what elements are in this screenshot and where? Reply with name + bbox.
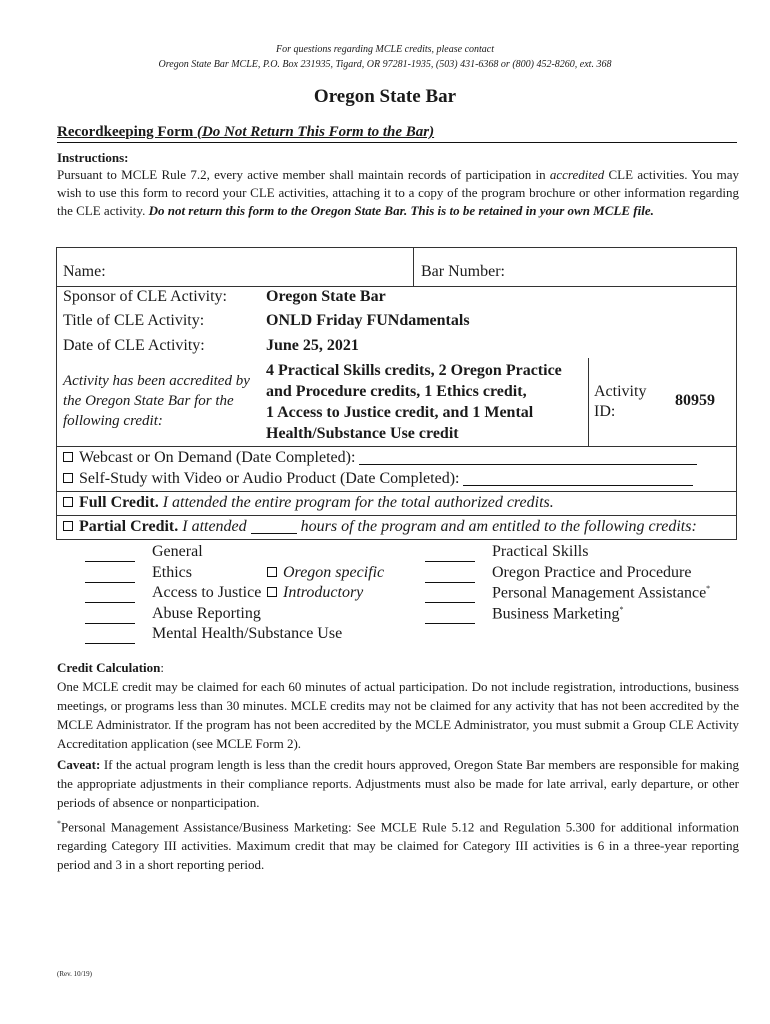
- selfstudy-label: Self-Study with Video or Audio Product (Date Completed):: [79, 470, 460, 487]
- credits-line-2: and Procedure credits, 1 Ethics credit,: [266, 383, 527, 400]
- partial-credit-text-a: I attended: [182, 518, 247, 535]
- oregon-practice-blank[interactable]: [425, 581, 475, 583]
- sponsor-label: Sponsor of CLE Activity:: [63, 288, 227, 305]
- selfstudy-checkbox[interactable]: [63, 473, 73, 483]
- credit-calculation: [57, 658, 739, 753]
- sponsor-value: Oregon State Bar: [266, 288, 386, 305]
- full-credit-label: Full Credit.: [79, 494, 159, 511]
- credit-calc-colon: :: [160, 660, 165, 675]
- oregon-specific-row: [267, 564, 384, 582]
- revision-date: (Rev. 10/19): [57, 970, 92, 978]
- asterisk-mark: *: [619, 605, 624, 614]
- access-justice-blank[interactable]: [85, 601, 135, 603]
- webcast-checkbox[interactable]: [63, 452, 73, 462]
- instructions-heading: Instructions:: [57, 150, 129, 165]
- credits-row-divider: [56, 446, 737, 447]
- credit-business-marketing-label: Business Marketing: [492, 605, 620, 623]
- instructions-part-b: accredited: [549, 167, 605, 182]
- instructions-part-c: CLE activities. You may wish to use this form to record your CLE activities, attaching it to a copy of the program brochure or other information regarding the CLE activity.: [57, 167, 740, 218]
- instructions-part-a: Pursuant to MCLE Rule 7.2, every active member shall maintain records of participation in: [57, 167, 546, 182]
- ethics-blank[interactable]: [85, 581, 135, 583]
- date-value: June 25, 2021: [266, 337, 359, 354]
- oregon-specific-checkbox[interactable]: [267, 567, 277, 577]
- accredited-label-2: the Oregon State Bar for the: [63, 393, 234, 409]
- credit-mental-health: Mental Health/Substance Use: [152, 625, 343, 642]
- personal-management-blank[interactable]: [425, 601, 475, 603]
- footnote-text: Personal Management Assistance/Business Marketing: See MCLE Rule 5.12 and Regulation 5.300 for additional information regarding Category III activities. Maximum credit that may be claimed for Category III activities is 6 in a three-year reporting period and 3 in a short reporting period.: [57, 819, 739, 873]
- form-title-text: Recordkeeping Form: [57, 124, 194, 140]
- introductory-row: [267, 584, 363, 602]
- credit-calc-text: One MCLE credit may be claimed for each 60 minutes of actual participation. Do not include registration, introductions, business meetings, or programs less than 30 minutes. MCLE credits may not be claimed for any activity that has not been accredited by the MCLE Administrator. If the program has not been accredited by the MCLE Administrator, you must submit a Group CLE Activity Accreditation application (see MCLE Form 2).: [57, 679, 739, 751]
- title-label: Title of CLE Activity:: [63, 312, 205, 329]
- caveat-heading: Caveat:: [57, 757, 101, 772]
- webcast-label: Webcast or On Demand (Date Completed):: [79, 449, 356, 466]
- footnote: [57, 814, 739, 874]
- caveat: [57, 755, 739, 812]
- activity-id-label-2: ID:: [594, 403, 616, 420]
- full-credit-checkbox[interactable]: [63, 497, 73, 507]
- introductory-checkbox[interactable]: [267, 587, 277, 597]
- activity-id-divider: [588, 358, 589, 446]
- selfstudy-date-field[interactable]: [463, 471, 693, 486]
- activity-id-label-1: Activity: [594, 383, 647, 400]
- form-title: [57, 124, 737, 143]
- credits-line-4: Health/Substance Use credit: [266, 425, 459, 442]
- abuse-reporting-blank[interactable]: [85, 622, 135, 624]
- page-title: Oregon State Bar: [313, 86, 457, 107]
- credit-ethics: Ethics: [152, 564, 192, 581]
- accredited-label-3: following credit:: [63, 413, 163, 429]
- title-value: ONLD Friday FUNdamentals: [266, 312, 470, 329]
- full-credit-text: I attended the entire program for the total authorized credits.: [162, 494, 554, 511]
- activity-id-value: 80959: [675, 392, 715, 409]
- accredited-label-1: Activity has been accredited by: [63, 373, 250, 389]
- practical-skills-blank[interactable]: [425, 560, 475, 562]
- mental-health-blank[interactable]: [85, 642, 135, 644]
- caveat-text: If the actual program length is less than the credit hours approved, Oregon State Bar members are responsible for making the appropriate adjustments in their compliance reports. Adjustments must also be made for late arrival, early departure, or other periods of absence or nonparticipation.: [57, 757, 740, 810]
- introductory-label: Introductory: [283, 584, 364, 601]
- credit-personal-management: [492, 584, 710, 602]
- credit-calc-heading: Credit Calculation: [57, 660, 161, 675]
- name-label: Name:: [63, 263, 106, 280]
- credit-abuse-reporting: Abuse Reporting: [152, 605, 261, 622]
- credits-line-1: 4 Practical Skills credits, 2 Oregon Practice: [266, 362, 562, 379]
- webcast-row: [63, 449, 697, 467]
- full-credit-row: [63, 494, 554, 512]
- selfstudy-row: [63, 470, 693, 488]
- contact-line-1: For questions regarding MCLE credits, please contact: [275, 44, 495, 55]
- fullcredit-row-divider: [56, 515, 737, 516]
- credit-access-to-justice: Access to Justice: [152, 584, 262, 601]
- partial-credit-checkbox[interactable]: [63, 521, 73, 531]
- instructions-part-d: Do not return this form to the Oregon State Bar. This is to be retained in your own MCLE file.: [148, 203, 654, 218]
- bar-number-label: Bar Number:: [421, 263, 505, 280]
- name-row-divider: [56, 286, 737, 287]
- webcast-date-field[interactable]: [359, 450, 697, 465]
- general-blank[interactable]: [85, 560, 135, 562]
- form-title-note: (Do Not Return This Form to the Bar): [196, 124, 435, 140]
- date-label: Date of CLE Activity:: [63, 337, 205, 354]
- footnote-mark: *: [57, 819, 61, 828]
- partial-credit-text-b: hours of the program and am entitled to the following credits:: [300, 518, 697, 535]
- instructions-text: [57, 166, 739, 220]
- contact-line-2: Oregon State Bar MCLE, P.O. Box 231935, Tigard, OR 97281-1935, (503) 431-6368 or (800) 452-8260, ext. 368: [158, 59, 612, 70]
- credit-personal-management-label: Personal Management Assistance: [492, 584, 707, 602]
- partial-hours-field[interactable]: [251, 519, 297, 534]
- partial-credit-row: [63, 518, 697, 536]
- business-marketing-blank[interactable]: [425, 622, 475, 624]
- name-bar-divider: [413, 247, 414, 286]
- credit-practical-skills: Practical Skills: [492, 543, 589, 560]
- credit-oregon-practice: Oregon Practice and Procedure: [492, 564, 692, 581]
- credit-general: General: [152, 543, 203, 560]
- credit-business-marketing: [492, 605, 624, 623]
- oregon-specific-label: Oregon specific: [283, 564, 385, 581]
- partial-credit-label: Partial Credit.: [79, 518, 179, 535]
- asterisk-mark: *: [706, 584, 711, 593]
- selfstudy-row-divider: [56, 491, 737, 492]
- credits-line-3: 1 Access to Justice credit, and 1 Mental: [266, 404, 534, 421]
